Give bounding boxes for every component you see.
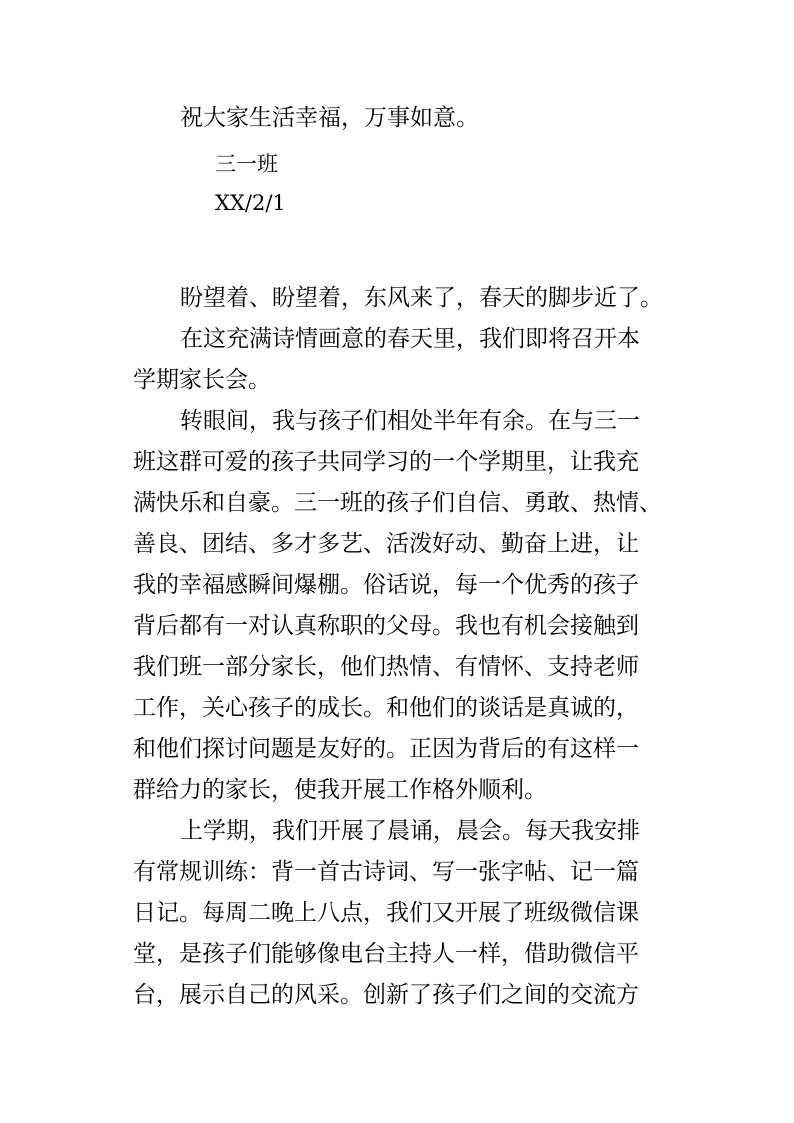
body-line: 背后都有一对认真称职的父母。我也有机会接触到 <box>133 613 639 639</box>
closing-class-name: 三一班 <box>215 152 278 176</box>
body-line: 和他们探讨问题是友好的。正因为背后的有这样一 <box>133 736 639 762</box>
body-line: 我们班一部分家长，他们热情、有情怀、支持老师 <box>133 654 639 680</box>
body-line: 群给力的家长，使我开展工作格外顺利。 <box>133 777 547 803</box>
body-line: 日记。每周二晚上八点，我们又开展了班级微信课 <box>133 900 639 926</box>
body-line: 学期家长会。 <box>133 367 271 393</box>
body-line: 我的幸福感瞬间爆棚。俗话说，每一个优秀的孩子 <box>133 572 639 598</box>
body-line: 上学期，我们开展了晨诵，晨会。每天我安排 <box>180 818 640 844</box>
body-line: 转眼间，我与孩子们相处半年有余。在与三一 <box>180 408 640 434</box>
body-line: 班这群可爱的孩子共同学习的一个学期里，让我充 <box>133 449 639 475</box>
body-line: 有常规训练：背一首古诗词、写一张字帖、记一篇 <box>133 859 639 885</box>
body-line: 在这充满诗情画意的春天里，我们即将召开本 <box>180 326 640 352</box>
body-line: 善良、团结、多才多艺、活泼好动、勤奋上进，让 <box>133 531 639 557</box>
body-line: 堂，是孩子们能够像电台主持人一样，借助微信平 <box>133 941 639 967</box>
body-line: 工作，关心孩子的成长。和他们的谈话是真诚的， <box>133 695 639 721</box>
closing-wish: 祝大家生活幸福，万事如意。 <box>180 105 479 131</box>
body-line: 满快乐和自豪。三一班的孩子们自信、勇敢、热情、 <box>133 490 662 516</box>
closing-date: XX/2/1 <box>215 191 286 215</box>
body-line: 台，展示自己的风采。创新了孩子们之间的交流方 <box>133 982 639 1008</box>
body-line: 盼望着、盼望着，东风来了，春天的脚步近了。 <box>180 285 663 311</box>
